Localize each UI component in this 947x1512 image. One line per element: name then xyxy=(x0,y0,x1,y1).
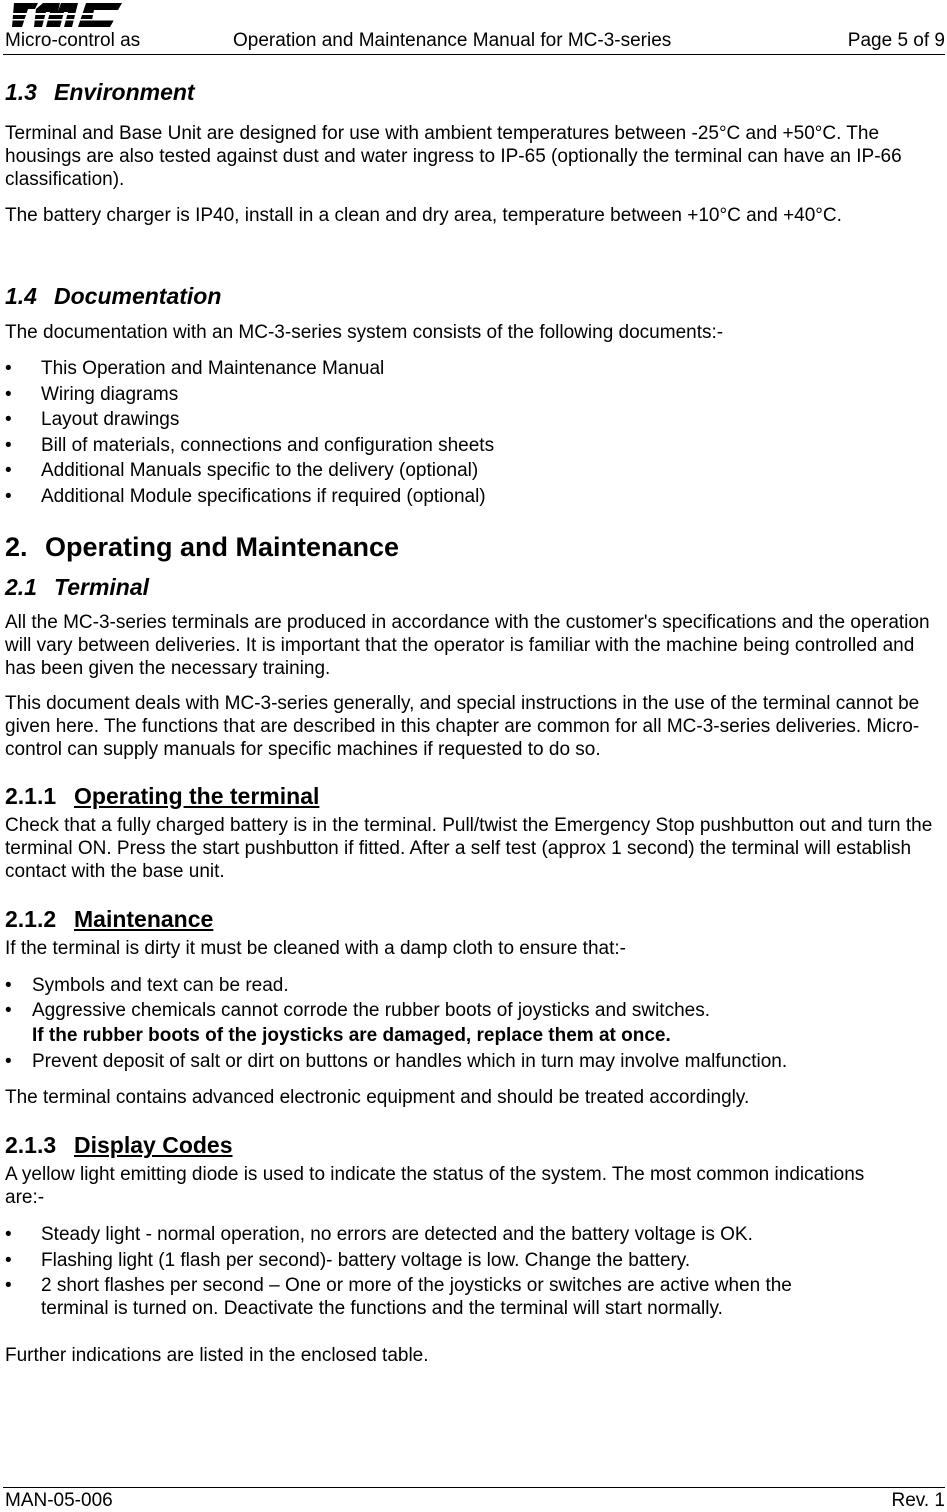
list-item: • Symbols and text can be read. xyxy=(5,974,289,996)
terminal-paragraph-1: All the MC-3-series terminals are produced in accordance with the customer's specifications and the operation will vary between deliveries. It is important that the operator is familiar with the machine being controlled and has been given the necessary training. xyxy=(5,611,930,679)
maintenance-list xyxy=(5,973,943,1075)
section-heading-environment xyxy=(5,78,943,106)
header-page-number: Page 5 of 9 xyxy=(847,30,945,51)
section-number: 2.1 xyxy=(5,573,37,600)
warning-text: If the rubber boots of the joysticks are damaged, replace them at once. xyxy=(32,1024,671,1046)
list-item: • Additional Manuals specific to the delivery (optional) xyxy=(5,460,479,482)
maintenance-intro: If the terminal is dirty it must be cleaned with a damp cloth to ensure that:- xyxy=(5,937,626,959)
list-item: • Flashing light (1 flash per second)- battery voltage is low. Change the battery. xyxy=(5,1249,691,1271)
display-codes-outro: Further indications are listed in the enclosed table. xyxy=(5,1344,429,1366)
list-item: • Additional Module specifications if required (optional) xyxy=(5,485,486,507)
operating-terminal-paragraph: Check that a fully charged battery is in the terminal. Pull/twist the Emergency Stop pushbutton out and turn the terminal ON. Press the start pushbutton if fitted. After a self test (approx 1 second) the terminal will establish contact with the base unit. xyxy=(5,814,933,882)
footer-document-id: MAN-05-006 xyxy=(5,1490,113,1511)
chapter-heading-operating xyxy=(5,531,943,563)
environment-paragraph-2: The battery charger is IP40, install in a clean and dry area, temperature between +10°C and +40°C. xyxy=(5,205,842,226)
section-title: Terminal xyxy=(54,573,150,600)
subsection-heading-maintenance xyxy=(5,905,943,933)
subsection-title: Maintenance xyxy=(74,905,214,932)
list-item: • This Operation and Maintenance Manual xyxy=(5,358,385,379)
header-title: Operation and Maintenance Manual for MC-3-series xyxy=(233,30,672,51)
list-item: • Aggressive chemicals cannot corrode the rubber boots of joysticks and switches. If the rubber boots of the joysticks are damaged, replace them at once. xyxy=(5,998,943,1047)
documentation-list xyxy=(5,356,943,510)
documentation-intro: The documentation with an MC-3-series system consists of the following documents:- xyxy=(5,322,724,343)
section-number: 1.4 xyxy=(5,283,37,309)
subsection-title: Operating the terminal xyxy=(74,782,320,809)
list-item: • Steady light - normal operation, no errors are detected and the battery voltage is OK. xyxy=(5,1224,753,1246)
footer-revision: Rev. 1 xyxy=(891,1490,945,1511)
subsection-title: Display Codes xyxy=(74,1132,233,1159)
display-codes-list xyxy=(5,1222,943,1319)
list-item: • Bill of materials, connections and configuration sheets xyxy=(5,434,495,456)
chapter-number: 2. xyxy=(5,531,28,562)
footer-divider xyxy=(3,1487,945,1488)
subsection-number: 2.1.2 xyxy=(5,905,57,932)
document-body xyxy=(5,78,943,1367)
terminal-paragraph-2: This document deals with MC-3-series generally, and special instructions in the use of the terminal cannot be given here. The functions that are described in this chapter are common for all MC-3-series deliveries. Micro-control can supply manuals for specific machines if requested to do so. xyxy=(5,692,920,760)
list-item: • Wiring diagrams xyxy=(5,383,179,405)
subsection-number: 2.1.3 xyxy=(5,1132,57,1159)
list-item: • Layout drawings xyxy=(5,409,180,431)
maintenance-outro: The terminal contains advanced electronic equipment and should be treated accordingly. xyxy=(5,1087,750,1109)
display-codes-intro: A yellow light emitting diode is used to indicate the status of the system. The most common indications are:- xyxy=(5,1164,865,1209)
subsection-heading-display-codes xyxy=(5,1131,943,1159)
subsection-number: 2.1.1 xyxy=(5,782,57,809)
section-title: Environment xyxy=(54,79,195,105)
section-heading-terminal xyxy=(5,573,943,601)
list-item: • 2 short flashes per second – One or more of the joysticks or switches are active when the terminal is turned on. Deactivate the functions and the terminal will start normally. xyxy=(5,1274,792,1319)
chapter-title: Operating and Maintenance xyxy=(45,531,400,562)
header-company: Micro-control as xyxy=(5,30,141,51)
mc-logo xyxy=(8,0,126,30)
environment-paragraph-1: Terminal and Base Unit are designed for use with ambient temperatures between -25°C and +50°C. The housings are also tested against dust and water ingress to IP-65 (optionally the terminal can have an IP-66 classification). xyxy=(5,123,902,190)
header-divider xyxy=(3,54,945,55)
list-item: • Prevent deposit of salt or dirt on buttons or handles which in turn may involve malfunction. xyxy=(5,1050,788,1072)
section-title: Documentation xyxy=(54,283,222,309)
section-heading-documentation xyxy=(5,282,943,310)
subsection-heading-operating-terminal xyxy=(5,782,943,810)
section-number: 1.3 xyxy=(5,79,37,105)
